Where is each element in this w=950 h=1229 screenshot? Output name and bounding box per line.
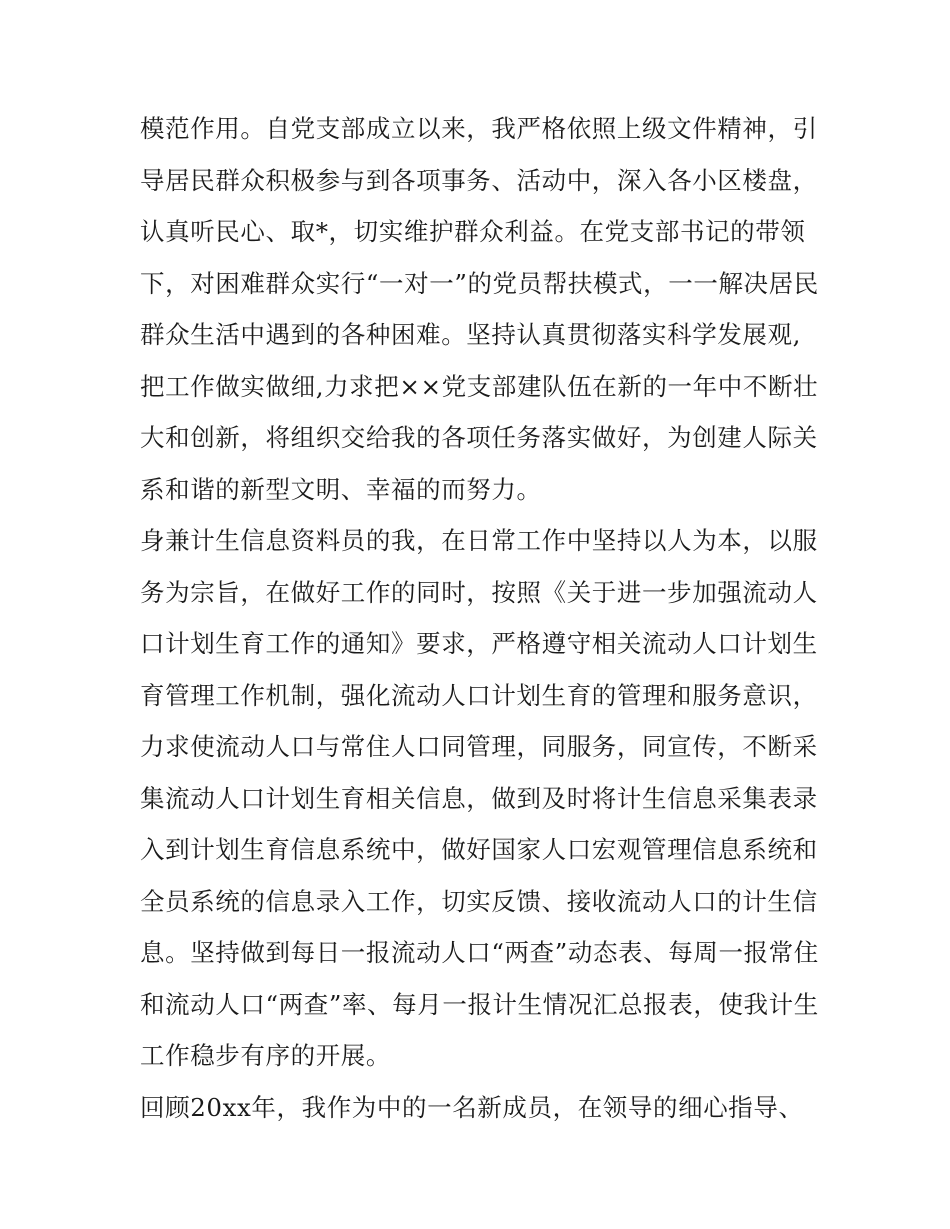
text-line: 群众生活中遇到的各种困难。坚持认真贯彻落实科学发展观, [140,320,801,349]
text-line: 下，对困难群众实行“一对一”的党员帮扶模式，一一解决居民 [140,268,819,298]
text-line: 身兼计生信息资料员的我，在日常工作中坚持以人为本，以服 [140,526,818,555]
text-line: 全员系统的信息录入工作，切实反馈、接收流动人口的计生信 [140,886,818,916]
text-line: 系和谐的新型文明、幸福的而努力。 [140,474,542,504]
text-line: 导居民群众积极参与到各项事务、活动中，深入各小区楼盘， [140,165,818,195]
paragraph-1 [140,103,820,515]
text-line: 口计划生育工作的通知》要求，严格遵守相关流动人口计划生 [140,629,818,658]
text-line: 回顾20xx年，我作为中的一名新成员，在领导的细心指导、 [140,1092,804,1122]
paragraph-3 [140,1082,820,1134]
text-line: 育管理工作机制，强化流动人口计划生育的管理和服务意识， [140,680,818,710]
text-line: 和流动人口“两查”率、每月一报计生情况汇总报表，使我计生 [140,989,819,1019]
text-line: 集流动人口计划生育相关信息，做到及时将计生信息采集表录 [140,783,818,813]
document-body [140,103,820,1133]
text-line: 务为宗旨，在做好工作的同时，按照《关于进一步加强流动人 [140,577,818,607]
text-line: 息。坚持做到每日一报流动人口“两查”动态表、每周一报常住 [140,938,819,967]
text-line: 模范作用。自党支部成立以来，我严格依照上级文件精神，引 [140,114,818,143]
text-line: 认真听民心、取*，切实维护群众利益。在党支部书记的带领 [140,217,806,246]
text-line: 入到计划生育信息系统中，做好国家人口宏观管理信息系统和 [140,835,818,864]
text-line: 把工作做实做细,力求把××党支部建队伍在新的一年中不断壮 [140,371,819,401]
text-line: 工作稳步有序的开展。 [140,1041,391,1070]
paragraph-2 [140,515,820,1082]
text-line: 力求使流动人口与常住人口同管理，同服务，同宣传，不断采 [140,732,818,761]
text-line: 大和创新，将组织交给我的各项任务落实做好，为创建人际关 [140,423,818,452]
